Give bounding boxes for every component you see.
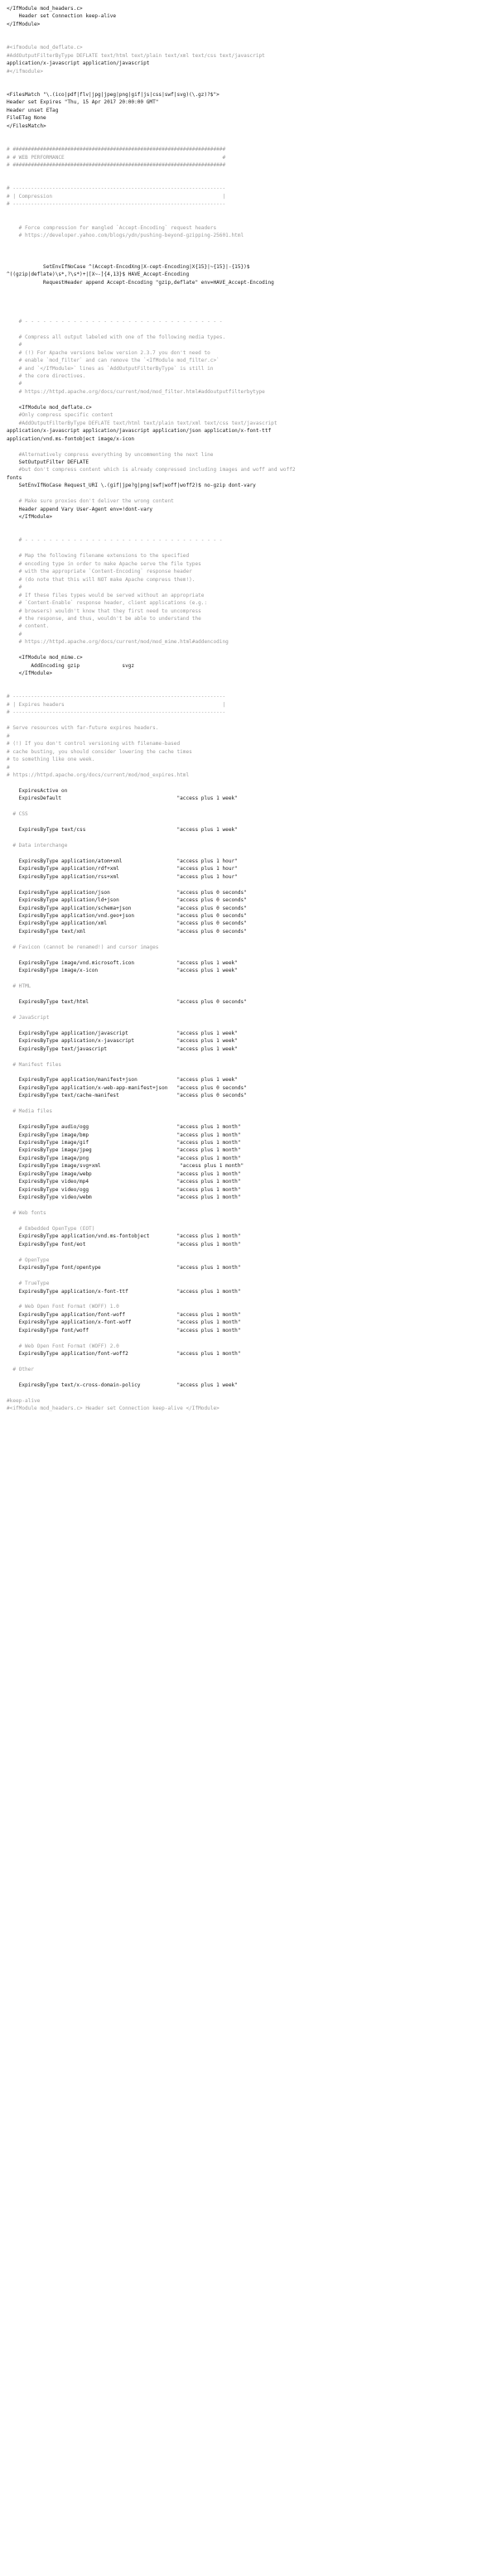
code-line: Header unset ETag	[7, 107, 59, 113]
code-line: application/vnd.ms-fontobject image/x-icon	[7, 435, 135, 442]
code-line: ExpiresByType video/ogg "access plus 1 month"	[7, 1186, 241, 1193]
code-line: #<ifmodule mod_deflate.c>	[7, 45, 83, 51]
code-line: ExpiresDefault "access plus 1 week"	[7, 795, 238, 802]
code-line: application/x-javascript application/javascript	[7, 60, 150, 67]
code-line: # HTML	[7, 983, 31, 990]
code-line: ExpiresByType application/vnd.ms-fontobject "access plus 1 month"	[7, 1233, 241, 1240]
code-line	[7, 951, 490, 959]
code-line	[7, 286, 490, 294]
code-line: ExpiresByType application/x-web-app-manifest+json "access plus 0 seconds"	[7, 1084, 247, 1091]
code-line	[7, 396, 490, 403]
code-line: # CSS	[7, 811, 28, 818]
code-line: ExpiresByType image/svg+xml "access plus 1 month"	[7, 1163, 244, 1170]
code-line	[7, 545, 490, 552]
code-line: #keep-alive	[7, 1397, 41, 1404]
code-line: <IfModule mod_deflate.c>	[7, 404, 92, 411]
code-line: Header set Expires "Thu, 15 Apr 2017 20:00:00 GMT"	[7, 99, 159, 106]
code-line	[7, 310, 490, 317]
code-line: application/x-javascript application/javascript application/json application/x-font-ttf	[7, 428, 272, 435]
code-line: # https://httpd.apache.org/docs/current/mod/mod_mime.html#addencoding	[7, 639, 229, 646]
code-line: #	[7, 342, 22, 348]
code-line: ExpiresByType image/png "access plus 1 month"	[7, 1155, 241, 1161]
code-line	[7, 1202, 490, 1209]
code-line: # Serve resources with far-future expires headers.	[7, 725, 159, 732]
code-line: ExpiresByType application/manifest+json "access plus 1 week"	[7, 1077, 238, 1084]
code-line: #	[7, 733, 10, 739]
code-line: # the response, and thus, wouldn't be able to understand the	[7, 615, 201, 622]
code-line: ExpiresByType video/mp4 "access plus 1 month"	[7, 1179, 241, 1185]
code-line	[7, 36, 490, 44]
code-line: ExpiresByType application/x-javascript "access plus 1 week"	[7, 1038, 238, 1045]
code-line: ExpiresByType font/woff "access plus 1 month"	[7, 1327, 241, 1334]
code-line: ExpiresByType application/rdf+xml "access plus 1 hour"	[7, 866, 238, 872]
code-line	[7, 209, 490, 216]
code-line: # Embedded OpenType (EOT)	[7, 1225, 95, 1232]
code-line	[7, 819, 490, 826]
code-line: Header append Vary User-Agent env=!dont-vary	[7, 506, 153, 512]
code-line: #AddOutputFilterByType DEFLATE text/html text/plain text/xml text/css text/javascript	[7, 420, 277, 426]
code-line	[7, 1374, 490, 1382]
code-line: # Data interchange	[7, 842, 68, 848]
code-line: </IfModule>	[7, 514, 53, 521]
code-line: # ######################################################################	[7, 161, 226, 168]
code-line	[7, 1358, 490, 1366]
code-line	[7, 295, 490, 302]
code-line: ExpiresByType text/html "access plus 0 seconds"	[7, 998, 247, 1005]
code-line: ExpiresByType application/json "access plus 0 seconds"	[7, 889, 247, 896]
code-line: #	[7, 584, 22, 591]
code-line	[7, 1218, 490, 1225]
code-line: #</ifmodule>	[7, 68, 44, 74]
code-line: # (!) For Apache versions below version 2.3.7 you don't need to	[7, 349, 210, 356]
code-line: ExpiresByType image/vnd.microsoft.icon "access plus 1 week"	[7, 959, 238, 966]
code-line: # Compress all output labeled with one of the following media types.	[7, 334, 226, 340]
code-line: ExpiresByType application/font-woff "access plus 1 month"	[7, 1311, 241, 1318]
code-line: # Favicon (cannot be renamed!) and cursor images	[7, 944, 159, 950]
code-line	[7, 646, 490, 654]
code-line: SetEnvIfNoCase Request_URI \.(gif|jpe?g|png|swf|woff|woff2)$ no-gzip dont-vary	[7, 483, 256, 489]
code-line: ExpiresByType font/eot "access plus 1 month"	[7, 1241, 241, 1247]
code-line: ExpiresByType image/gif "access plus 1 month"	[7, 1140, 241, 1146]
code-line: ExpiresByType application/rss+xml "access plus 1 hour"	[7, 873, 238, 880]
code-line	[7, 1100, 490, 1108]
code-line: # | Expires headers |	[7, 701, 226, 708]
code-line	[7, 881, 490, 888]
code-line	[7, 255, 490, 262]
code-line: # - - - - - - - - - - - - - - - - - - - - - - - - - - - - - - - - -	[7, 537, 223, 544]
code-line: </IfModule>	[7, 21, 41, 27]
code-line: ExpiresByType font/opentype "access plus 1 month"	[7, 1265, 241, 1271]
code-line	[7, 1272, 490, 1280]
code-line: ExpiresByType text/xml "access plus 0 seconds"	[7, 928, 247, 935]
code-line: # (do note that this will NOT make Apache compress them!).	[7, 576, 195, 583]
code-line: fonts	[7, 474, 22, 481]
code-line: SetEnvIfNoCase ^(Accept-EncodXng|X-cept-Encoding|X{15}|~{15}|-{15})$	[7, 263, 250, 270]
code-line: #but don't compress content which is already compressed including images and woff and woff2	[7, 467, 296, 473]
code-line	[7, 529, 490, 536]
code-line: # Force compression for mangled `Accept-Encoding` request headers	[7, 224, 217, 231]
code-line: ExpiresByType application/atom+xml "access plus 1 hour"	[7, 858, 238, 864]
code-line: # (!) If you don't control versioning with filename-based	[7, 741, 181, 747]
code-line	[7, 678, 490, 685]
code-line: #AddOutputFilterByType DEFLATE text/html text/plain text/xml text/css text/javascript	[7, 52, 265, 59]
code-line: # If these files types would be served without an appropriate	[7, 592, 205, 598]
code-line	[7, 302, 490, 310]
code-line: # | Compression |	[7, 193, 226, 199]
code-line: # https://httpd.apache.org/docs/current/mod/mod_filter.html#addoutputfilterbytype	[7, 388, 265, 395]
code-line: # Manifest files	[7, 1061, 62, 1068]
code-line: # ----------------------------------------------------------------------	[7, 709, 226, 716]
code-line: #	[7, 631, 22, 637]
code-line: # # WEB PERFORMANCE #	[7, 154, 226, 161]
code-line: #	[7, 764, 10, 771]
code-line	[7, 177, 490, 185]
code-line: ExpiresByType text/javascript "access plus 1 week"	[7, 1045, 238, 1052]
code-line	[7, 779, 490, 786]
code-line: ExpiresByType application/x-font-woff "access plus 1 month"	[7, 1319, 241, 1326]
code-line: ExpiresByType image/jpeg "access plus 1 month"	[7, 1147, 241, 1154]
code-line: ExpiresByType image/webp "access plus 1 month"	[7, 1170, 241, 1177]
code-line	[7, 216, 490, 223]
code-line: # and `</IfModule>` lines as `AddOutputFilterByType` is still in	[7, 365, 214, 372]
code-line	[7, 1389, 490, 1396]
code-line: # the core directives.	[7, 373, 86, 380]
code-line	[7, 75, 490, 83]
code-line: ExpiresByType application/vnd.geo+json "access plus 0 seconds"	[7, 913, 247, 920]
code-line	[7, 169, 490, 176]
code-line	[7, 1248, 490, 1256]
code-line: SetOutputFilter DEFLATE	[7, 459, 89, 465]
code-line: </IfModule>	[7, 670, 53, 677]
code-line: <IfModule mod_mime.c>	[7, 655, 83, 661]
code-line: ExpiresByType video/webm "access plus 1 month"	[7, 1194, 241, 1201]
code-line: #Alternatively compress everything by uncommenting the next line	[7, 451, 214, 458]
code-line: AddEncoding gzip svgz	[7, 662, 135, 669]
code-line: # browsers) wouldn't know that they first need to uncompress	[7, 608, 201, 614]
code-line: ExpiresActive on	[7, 787, 68, 794]
code-line: # JavaScript	[7, 1014, 50, 1021]
code-line: #	[7, 381, 22, 387]
code-line: RequestHeader append Accept-Encoding "gzip,deflate" env=HAVE_Accept-Encoding	[7, 279, 274, 286]
code-line: # https://httpd.apache.org/docs/current/mod/mod_expires.html	[7, 771, 190, 778]
code-line: # TrueType	[7, 1281, 50, 1287]
code-line: # cache busting, you should consider lowering the cache times	[7, 748, 192, 755]
code-line: # Web Open Font Format (WOFF) 2.0	[7, 1343, 119, 1349]
code-line	[7, 717, 490, 724]
code-line	[7, 1021, 490, 1029]
code-line: # `Content-Enable` response header, client applications (e.g.:	[7, 600, 208, 607]
code-line: # ######################################################################	[7, 147, 226, 153]
code-line: # encoding type in order to make Apache serve the file types	[7, 560, 201, 567]
code-line: # Web Open Font Format (WOFF) 1.0	[7, 1304, 119, 1310]
code-line: </IfModule mod_headers.c>	[7, 6, 83, 12]
code-line: # ----------------------------------------------------------------------	[7, 201, 226, 208]
code-line: ExpiresByType image/bmp "access plus 1 month"	[7, 1132, 241, 1138]
code-line: ExpiresByType image/x-icon "access plus 1 week"	[7, 968, 238, 974]
code-line: # https://developer.yahoo.com/blogs/ydn/pushing-beyond-gzipping-25601.html	[7, 232, 244, 238]
code-line	[7, 138, 490, 146]
code-line	[7, 490, 490, 497]
code-line: # content.	[7, 623, 50, 630]
code-line: ^((gzip|deflate)\s*,?\s*)+|[X~-]{4,13}$ HAVE_Accept-Encoding	[7, 272, 190, 278]
code-line: # OpenType	[7, 1257, 50, 1263]
code-line	[7, 1069, 490, 1076]
code-line	[7, 1006, 490, 1013]
code-line	[7, 685, 490, 693]
code-line: #Only compress specific content	[7, 412, 113, 419]
code-line	[7, 443, 490, 450]
code-line: ExpiresByType application/javascript "access plus 1 week"	[7, 1030, 238, 1036]
code-line: # ----------------------------------------------------------------------	[7, 694, 226, 700]
code-line: ExpiresByType application/schema+json "access plus 0 seconds"	[7, 905, 247, 911]
code-line	[7, 1116, 490, 1123]
code-line: ExpiresByType text/cache-manifest "access plus 0 seconds"	[7, 1093, 247, 1099]
code-line: ExpiresByType text/x-cross-domain-policy "access plus 1 week"	[7, 1382, 238, 1388]
code-line	[7, 1295, 490, 1303]
code-line: # Make sure proxies don't deliver the wrong content	[7, 498, 174, 505]
code-line	[7, 803, 490, 810]
code-line: # - - - - - - - - - - - - - - - - - - - - - - - - - - - - - - - - -	[7, 318, 223, 324]
code-line	[7, 975, 490, 983]
code-line: # ----------------------------------------------------------------------	[7, 185, 226, 192]
code-line	[7, 849, 490, 857]
code-line	[7, 834, 490, 842]
code-line: Header set Connection keep-alive	[7, 13, 117, 20]
code-line: # Map the following filename extensions to the specified	[7, 553, 190, 560]
code-line: # with the appropriate `Content-Encoding` response header	[7, 569, 192, 575]
code-line: ExpiresByType text/css "access plus 1 week"	[7, 827, 238, 834]
code-line: ExpiresByType application/ld+json "access plus 0 seconds"	[7, 897, 247, 904]
code-line	[7, 935, 490, 943]
code-line: # Web fonts	[7, 1210, 46, 1217]
code-line: </FilesMatch>	[7, 123, 46, 129]
code-line	[7, 239, 490, 247]
code-line	[7, 28, 490, 36]
code-line	[7, 130, 490, 137]
code-line	[7, 325, 490, 333]
code-line	[7, 248, 490, 255]
code-line: #<ifModule mod_headers.c> Header set Connection keep-alive </IfModule>	[7, 1406, 220, 1412]
code-line: ExpiresByType application/font-woff2 "access plus 1 month"	[7, 1351, 241, 1358]
code-line: # enable `mod_filter` and can remove the `<IfModule mod_filter.c>`	[7, 358, 220, 364]
code-line: ExpiresByType audio/ogg "access plus 1 month"	[7, 1124, 241, 1131]
code-line	[7, 1334, 490, 1342]
code-line: # Media files	[7, 1108, 53, 1115]
code-line: # Other	[7, 1367, 35, 1373]
code-line: FileETag None	[7, 115, 46, 122]
code-line: <FilesMatch "\.(ico|pdf|flv|jpg|jpeg|png|gif|js|css|swf|svg)(\.gz)?$">	[7, 91, 220, 98]
code-line	[7, 1053, 490, 1060]
code-line: ExpiresByType application/x-font-ttf "access plus 1 month"	[7, 1288, 241, 1295]
code-line	[7, 521, 490, 529]
code-line: # to something like one week.	[7, 757, 95, 763]
code-line	[7, 83, 490, 90]
code-line: ExpiresByType application/xml "access plus 0 seconds"	[7, 920, 247, 927]
code-line	[7, 991, 490, 998]
